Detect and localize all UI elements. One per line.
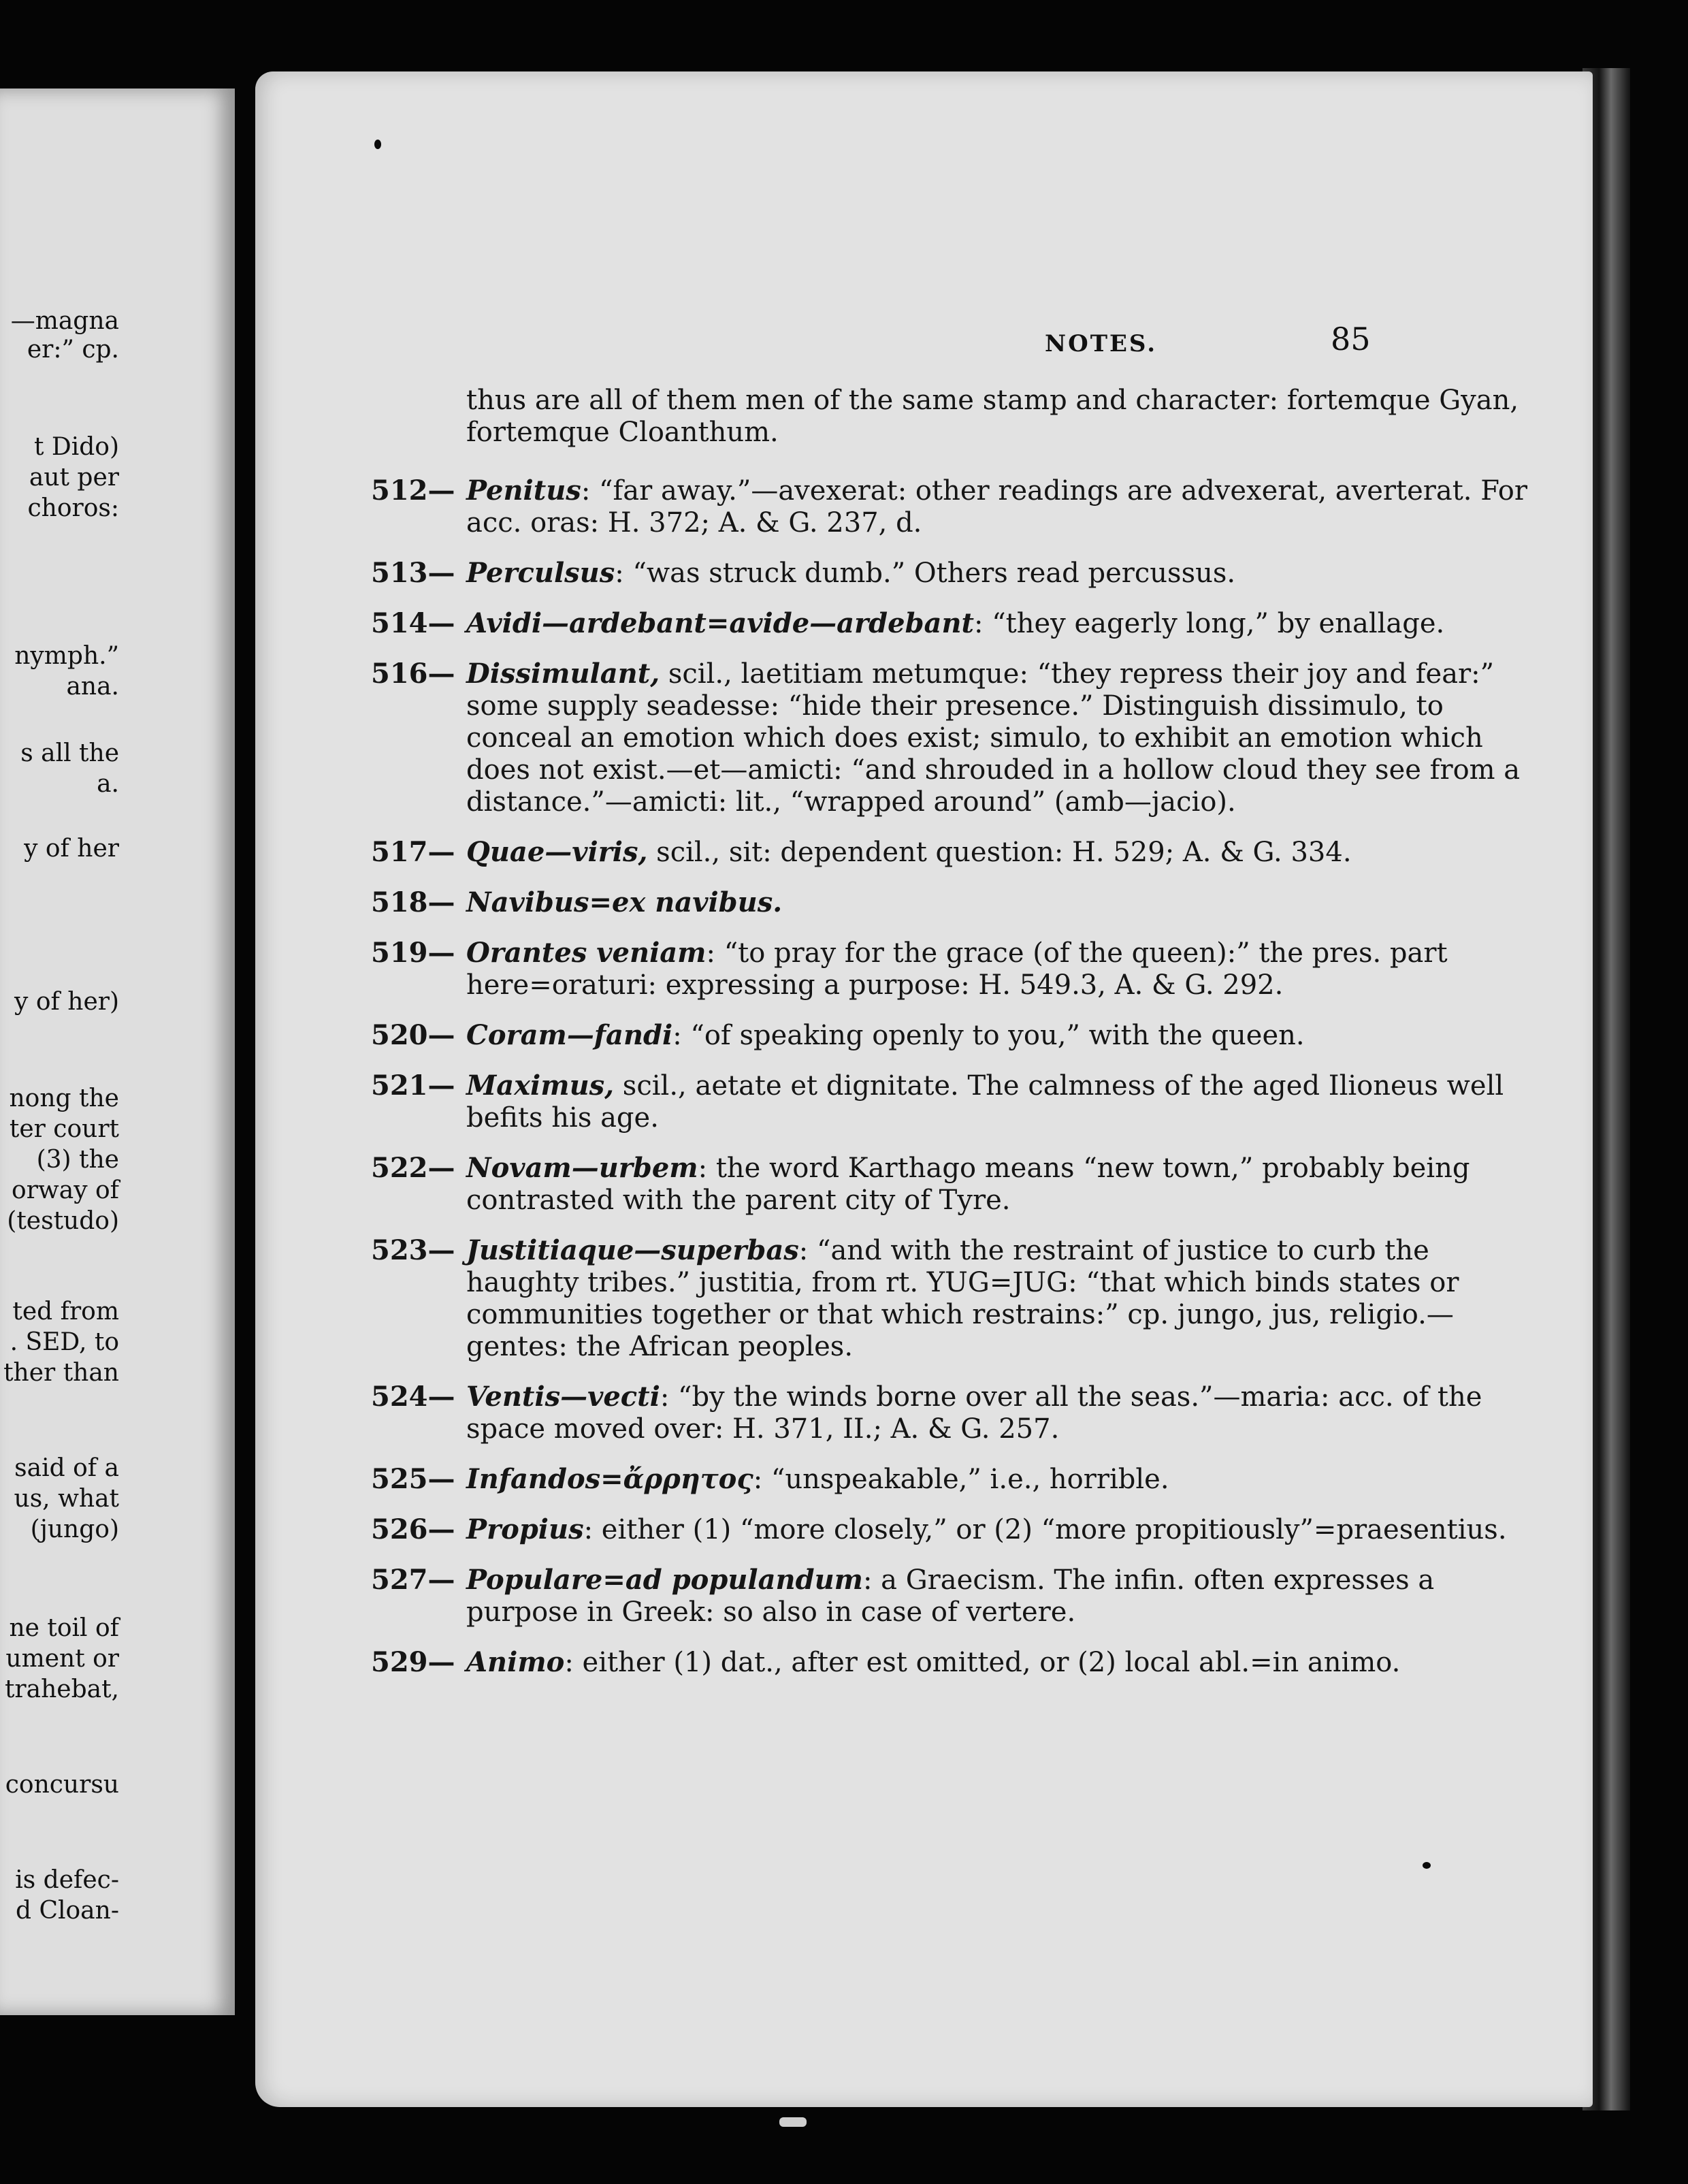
ink-speck: [374, 140, 381, 149]
left-line: s all the: [20, 739, 119, 767]
facing-page-fragment: [0, 89, 235, 2015]
note-text: : a Graecism. The infin. often expresses a purpose in Greek: so also in case of vertere.: [466, 1564, 1435, 1628]
note-number: 529—: [371, 1646, 455, 1678]
left-line: aut per: [29, 464, 119, 492]
note-text: scil., sit: dependent question: H. 529; A. & G. 334.: [647, 837, 1352, 868]
left-line: (testudo): [7, 1207, 119, 1235]
left-line: ne toil of: [9, 1614, 119, 1642]
note-text: : “was struck dumb.” Others read percussus.: [615, 558, 1236, 589]
left-line: —magna: [10, 307, 119, 335]
note-text: : either (1) dat., after est omitted, or (2) local abl.=in animo.: [564, 1647, 1401, 1678]
left-line: d Cloan-: [15, 1897, 119, 1925]
left-line: us, what: [14, 1485, 119, 1513]
note-entry: [371, 836, 1528, 869]
note-entry: [371, 1463, 1528, 1496]
note-text: : “to pray for the grace (of the queen):” the pres. part here=oraturi: expressing a purpose: H. 549.3, A. & G. 292.: [466, 937, 1448, 1001]
note-lemma: Penitus: [466, 475, 581, 507]
left-line: (3) the: [36, 1146, 119, 1174]
note-text: : “of speaking openly to you,” with the queen.: [672, 1020, 1305, 1051]
note-number: 526—: [371, 1513, 455, 1545]
left-line: orway of: [12, 1176, 119, 1204]
book-page: [255, 71, 1593, 2107]
note-lemma: Populare=ad populandum: [466, 1564, 863, 1596]
note-number: 513—: [371, 557, 455, 589]
left-line: is defec-: [15, 1866, 119, 1894]
note-entry: [371, 557, 1528, 590]
note-text: scil., laetitiam metumque: “they repress their joy and fear:” some supply seadesse: “hide their presence.” Distinguish dissimulo, to conceal an emotion which does exist; simulo, to exhibit an emotion which does not exist.—et—amicti: “and shrouded in a hollow cloud they see from a distance.”—amicti: lit., “wrapped around” (amb—jacio).: [466, 658, 1521, 818]
left-line: concursu: [5, 1771, 119, 1799]
note-number: 523—: [371, 1234, 455, 1266]
note-number: 521—: [371, 1070, 455, 1102]
note-text: : the word Karthago means “new town,” probably being contrasted with the parent city of Tyre.: [466, 1153, 1470, 1216]
running-title: NOTES.: [1045, 330, 1158, 357]
note-text: : “and with the restraint of justice to curb the haughty tribes.” justitia, from rt. YUG=JUG: “that which binds states or communities together or that which restrains:” cp. jungo, jus, religio.—gentes: the African peoples.: [466, 1235, 1459, 1362]
left-line: choros:: [27, 494, 119, 522]
note-entry: [371, 1152, 1528, 1217]
left-line: ana.: [66, 673, 119, 701]
notes-body: [371, 385, 1528, 1697]
note-entry: [371, 1381, 1528, 1445]
note-text: scil., aetate et dignitate. The calmness of the aged Ilioneus well befits his age.: [466, 1070, 1504, 1134]
note-lemma: Ventis—vecti: [466, 1381, 660, 1413]
note-text: : either (1) “more closely,” or (2) “more propitiously”=praesentius.: [583, 1514, 1507, 1545]
note-lemma: Dissimulant,: [466, 658, 660, 690]
left-line: said of a: [14, 1454, 119, 1482]
note-lemma: Propius: [466, 1513, 584, 1545]
note-number: 514—: [371, 607, 455, 639]
left-line: y of her: [24, 835, 119, 863]
note-text: : “unspeakable,” i.e., horrible.: [753, 1464, 1169, 1495]
note-number: 520—: [371, 1019, 455, 1051]
note-lemma: Quae—viris,: [466, 836, 648, 868]
note-number: 519—: [371, 937, 455, 969]
note-number: 525—: [371, 1463, 455, 1495]
note-number: 517—: [371, 836, 455, 868]
note-entry: [371, 1564, 1528, 1628]
left-line: ter court: [9, 1115, 119, 1143]
note-lemma: Navibus=ex navibus.: [466, 886, 783, 918]
note-entry: [371, 658, 1528, 818]
note-text: : “by the winds borne over all the seas.”—maria: acc. of the space moved over: H. 371, II.; A. & G. 257.: [466, 1381, 1482, 1445]
page-header: [255, 323, 1593, 364]
note-entry: [371, 1234, 1528, 1363]
left-line: nong the: [9, 1085, 119, 1112]
left-line: a.: [97, 770, 119, 798]
note-number: 522—: [371, 1152, 455, 1184]
note-text: : “they eagerly long,” by enallage.: [974, 608, 1445, 639]
left-line: ted from: [12, 1298, 119, 1326]
left-line: ther than: [3, 1359, 119, 1387]
left-line: y of her): [14, 988, 119, 1016]
note-text: : “far away.”—avexerat: other readings are advexerat, averterat. For acc. oras: H. 372; A. & G. 237, d.: [466, 475, 1527, 539]
left-line: . SED, to: [10, 1328, 119, 1356]
note-lemma: Coram—fandi: [466, 1019, 673, 1051]
note-entry: [371, 1513, 1528, 1546]
continuation-paragraph: thus are all of them men of the same stamp and character: fortemque Gyan, fortemque Cloanthum.: [466, 385, 1519, 448]
note-number: 512—: [371, 475, 455, 507]
note-entry: [371, 937, 1528, 1001]
note-number: 524—: [371, 1381, 455, 1413]
left-line: (jungo): [30, 1515, 119, 1543]
left-line: nymph.”: [14, 642, 119, 670]
left-line: ument or: [5, 1645, 119, 1673]
note-lemma: Maximus,: [466, 1070, 615, 1102]
note-lemma: Novam—urbem: [466, 1152, 698, 1184]
note-entry: [371, 475, 1528, 539]
note-entry: [371, 607, 1528, 640]
note-entry: [371, 1019, 1528, 1052]
note-number: 518—: [371, 886, 455, 918]
left-line: er:” cp.: [27, 336, 119, 364]
note-lemma: Perculsus: [466, 557, 615, 589]
left-line: trahebat,: [4, 1675, 119, 1703]
note-entry: [371, 886, 1528, 919]
note-lemma: Orantes veniam: [466, 937, 707, 969]
left-line: t Dido): [33, 433, 119, 461]
note-number: 527—: [371, 1564, 455, 1596]
note-lemma: Animo: [466, 1646, 565, 1678]
note-lemma: Infandos=ἄρρητος: [466, 1463, 753, 1495]
note-entry: [371, 1070, 1528, 1134]
page-number: 85: [1331, 321, 1371, 357]
scan-artifact: [779, 2117, 807, 2127]
note-lemma: Justitiaque—superbas: [466, 1234, 799, 1266]
note-number: 516—: [371, 658, 455, 690]
note-entry: [371, 1646, 1528, 1679]
note-lemma: Avidi—ardebant=avide—ardebant: [466, 607, 975, 639]
ink-speck: [1423, 1862, 1431, 1869]
